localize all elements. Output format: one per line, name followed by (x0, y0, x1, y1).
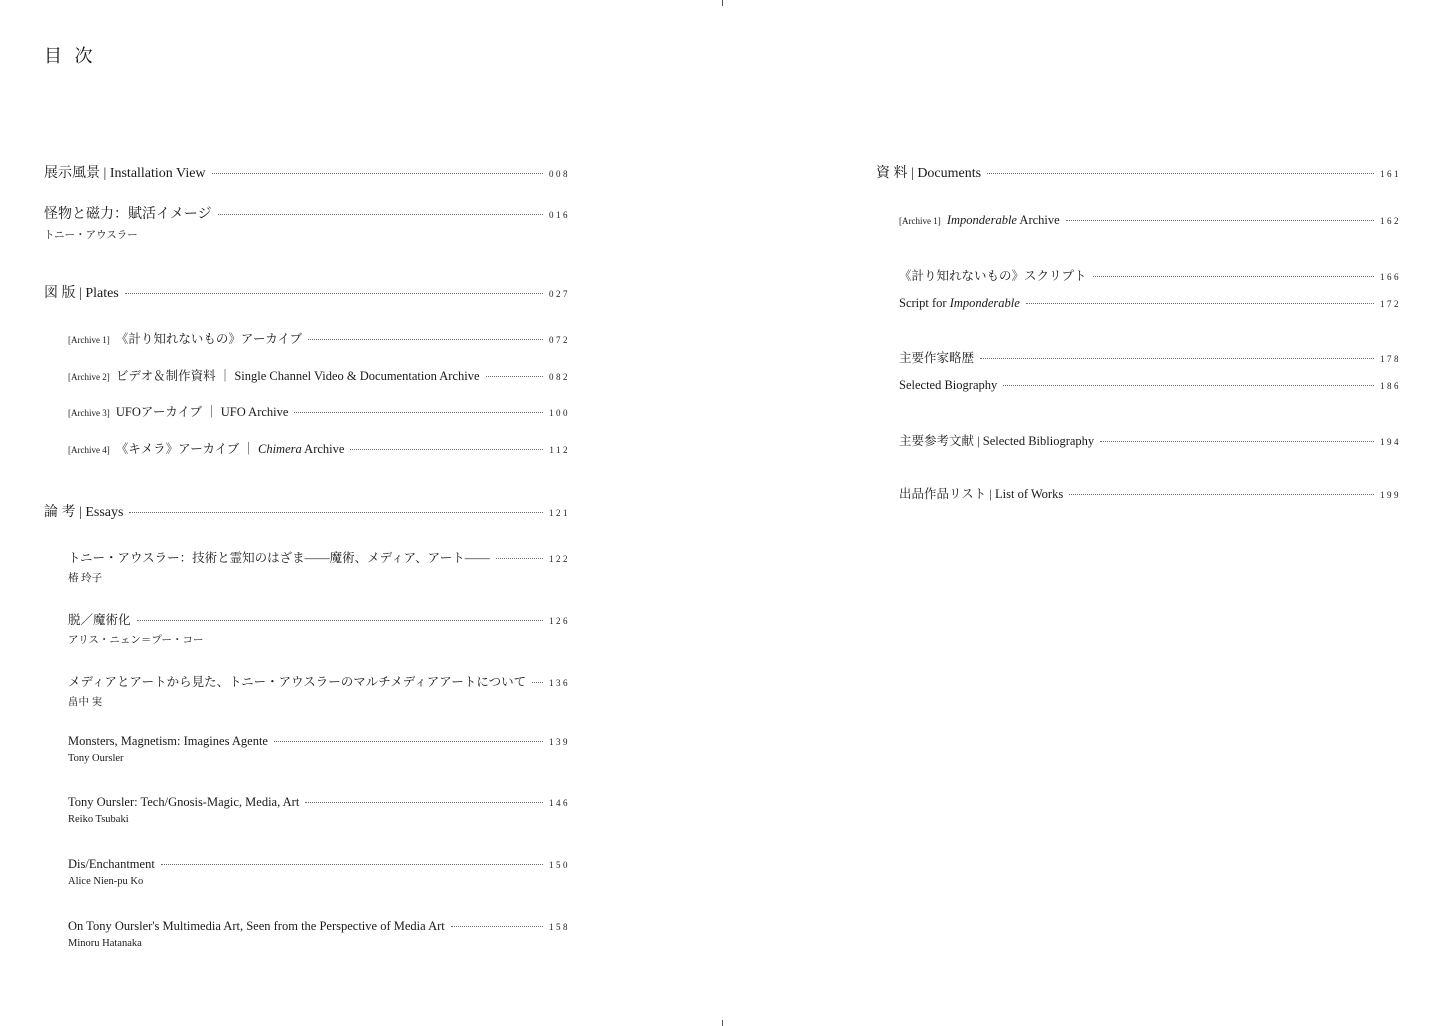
toc-entry-archive-2[interactable] (68, 366, 570, 386)
dot-leader (451, 926, 543, 927)
dot-leader (1026, 303, 1374, 304)
entry-label: Script for Imponderable (899, 296, 1020, 310)
toc-section-plates[interactable] (44, 282, 570, 302)
page-number: 027 (549, 289, 570, 299)
dot-leader (1100, 441, 1374, 442)
section-label: 論 考 | Essays (44, 505, 124, 520)
toc-entry-script-en[interactable] (899, 296, 1401, 316)
dot-leader (274, 741, 543, 742)
page-number: 082 (549, 372, 570, 382)
toc-entry-archive-3[interactable] (68, 402, 570, 422)
toc-entry-essay[interactable] (68, 795, 570, 825)
toc-entry-biography-ja[interactable] (899, 348, 1401, 368)
page-number: 162 (1380, 216, 1401, 226)
entry-label: メディアとアートから見た、トニー・アウスラーのマルチメディアアートについて (68, 675, 527, 689)
crop-mark-top (722, 0, 723, 6)
page-number: 100 (549, 408, 570, 418)
page-number: 194 (1380, 437, 1401, 447)
toc-entry-imponderable-archive[interactable] (899, 213, 1401, 233)
toc-entry-biography-en[interactable] (899, 378, 1401, 398)
dot-leader (308, 339, 543, 340)
entry-label: 主要作家略歴 (899, 351, 975, 365)
entry-label: [Archive 3] UFOアーカイブ ｜ UFO Archive (68, 405, 289, 419)
entry-label: 主要参考文献 | Selected Bibliography (899, 434, 1095, 448)
dot-leader (980, 358, 1374, 359)
dot-leader (1003, 385, 1374, 386)
entry-label: 脱／魔術化 (68, 613, 131, 627)
toc-entry-archive-1[interactable] (68, 329, 570, 349)
dot-leader (532, 682, 543, 683)
entry-label: 怪物と磁力：賦活イメージ (44, 207, 212, 222)
dot-leader (129, 512, 543, 513)
entry-label: On Tony Oursler's Multimedia Art, Seen from the Perspective of Media Art (68, 919, 445, 933)
toc-entry-essay[interactable] (68, 672, 570, 708)
dot-leader (1093, 276, 1374, 277)
dot-leader (496, 558, 543, 559)
entry-label: [Archive 2] ビデオ＆制作資料 ｜ Single Channel Video & Documentation Archive (68, 369, 480, 383)
dot-leader (294, 412, 543, 413)
dot-leader (218, 214, 543, 215)
section-label: 資 料 | Documents (876, 166, 982, 181)
dot-leader (987, 173, 1374, 174)
entry-label: 展示風景 | Installation View (44, 166, 206, 181)
entry-label: [Archive 4] 《キメラ》アーカイブ ｜ Chimera Archive (68, 442, 345, 456)
toc-entry-script-ja[interactable] (899, 266, 1401, 286)
page-number: 199 (1380, 490, 1401, 500)
toc-entry-essay[interactable] (68, 734, 570, 764)
entry-author: トニー・アウスラー (44, 230, 138, 241)
page-number: 178 (1380, 354, 1401, 364)
page-number: 112 (549, 445, 570, 455)
dot-leader (486, 376, 543, 377)
toc-entry-essay[interactable] (68, 919, 570, 949)
toc-entry-monsters[interactable] (44, 203, 570, 241)
entry-label: [Archive 1] 《計り知れないもの》アーカイブ (68, 332, 302, 346)
entry-label: Tony Oursler: Tech/Gnosis-Magic, Media, Art (68, 795, 300, 809)
entry-label: トニー・アウスラー：技術と霊知のはざま――魔術、メディア、アート―― (68, 551, 490, 565)
entry-label: 《計り知れないもの》スクリプト (899, 269, 1087, 283)
page-number: 172 (1380, 299, 1401, 309)
page-number: 136 (549, 678, 570, 688)
toc-entry-essay[interactable] (68, 548, 570, 584)
entry-label: 出品作品リスト | List of Works (899, 487, 1064, 501)
dot-leader (212, 173, 543, 174)
entry-author: 椿 玲子 (68, 573, 103, 584)
dot-leader (125, 293, 543, 294)
crop-mark-bottom (722, 1020, 723, 1026)
section-label: 図 版 | Plates (44, 286, 119, 301)
page-title: 目 次 (44, 46, 97, 66)
entry-author: Minoru Hatanaka (68, 938, 142, 949)
page-number: 166 (1380, 272, 1401, 282)
entry-label: Dis/Enchantment (68, 857, 155, 871)
page-number: 072 (549, 335, 570, 345)
page-number: 122 (549, 554, 570, 564)
page-number: 186 (1380, 381, 1401, 391)
page-number: 008 (549, 169, 570, 179)
dot-leader (137, 620, 543, 621)
dot-leader (1069, 494, 1374, 495)
entry-author: 畠中 実 (68, 697, 103, 708)
page-number: 016 (549, 210, 570, 220)
toc-entry-installation-view[interactable] (44, 162, 570, 182)
page-number: 139 (549, 737, 570, 747)
page-number: 161 (1380, 169, 1401, 179)
dot-leader (305, 802, 543, 803)
entry-label: [Archive 1] Imponderable Archive (899, 213, 1060, 227)
page-number: 158 (549, 922, 570, 932)
entry-author: Alice Nien-pu Ko (68, 876, 144, 887)
toc-entry-essay[interactable] (68, 610, 570, 646)
page-number: 121 (549, 508, 570, 518)
toc-entry-bibliography[interactable] (899, 431, 1401, 451)
dot-leader (350, 449, 543, 450)
page-number: 146 (549, 798, 570, 808)
entry-author: Tony Oursler (68, 753, 124, 764)
entry-label: Monsters, Magnetism: Imagines Agente (68, 734, 268, 748)
dot-leader (161, 864, 543, 865)
entry-author: アリス・ニェン＝プー・コー (68, 635, 204, 646)
toc-section-essays[interactable] (44, 501, 570, 521)
entry-label: Selected Biography (899, 378, 998, 392)
entry-author: Reiko Tsubaki (68, 814, 129, 825)
toc-section-documents[interactable] (876, 162, 1401, 182)
page-number: 126 (549, 616, 570, 626)
toc-entry-list-of-works[interactable] (899, 484, 1401, 504)
toc-entry-essay[interactable] (68, 857, 570, 887)
page-number: 150 (549, 860, 570, 870)
toc-entry-archive-4[interactable] (68, 439, 570, 459)
dot-leader (1066, 220, 1374, 221)
